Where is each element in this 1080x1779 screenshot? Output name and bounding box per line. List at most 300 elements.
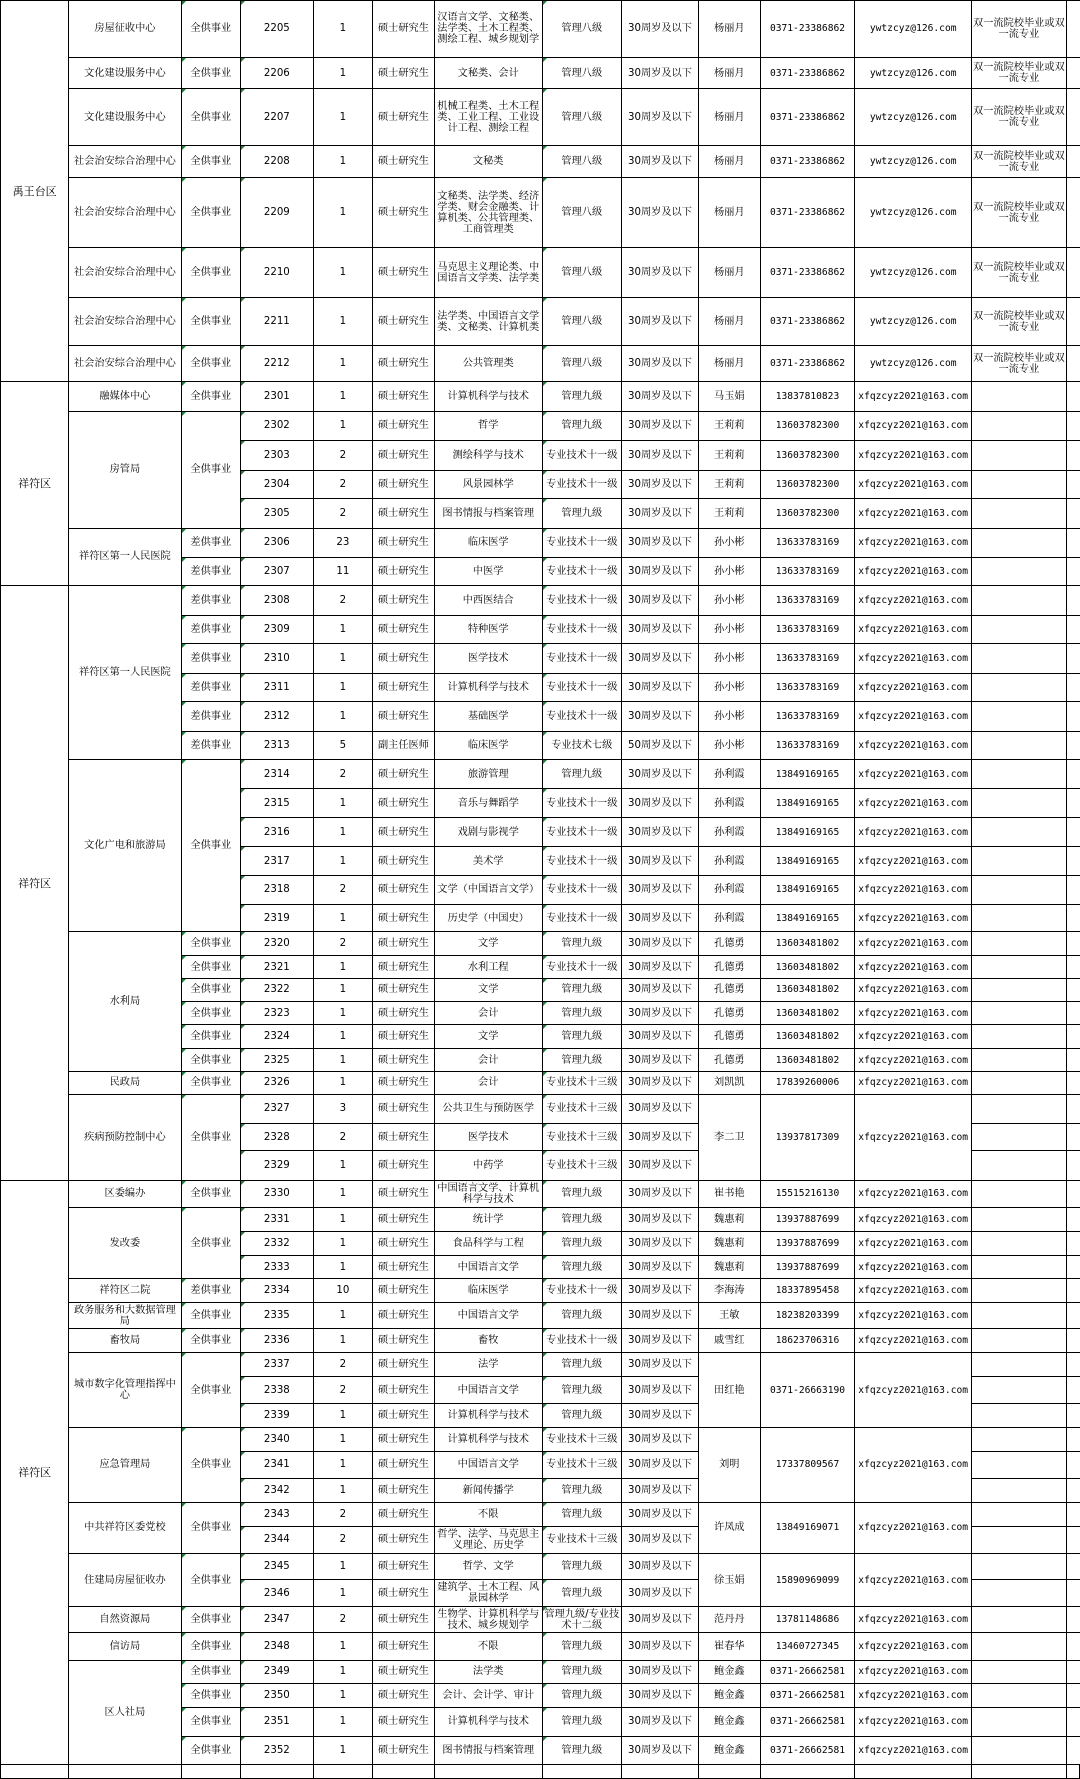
age-limit-cell: 30周岁及以下 <box>621 1353 698 1377</box>
email-cell: ywtzcyz@126.com <box>855 146 972 178</box>
funding-type-cell: 全供事业 <box>181 1001 240 1025</box>
position-code-cell: 2312 <box>241 702 314 732</box>
major-cell: 风景园林学 <box>434 470 542 498</box>
major-cell: 统计学 <box>434 1208 542 1232</box>
phone-cell: 0371-23386862 <box>760 146 855 178</box>
email-cell: xfqzcyz2021@163.com <box>855 411 972 441</box>
edge-cell <box>1066 177 1079 247</box>
email-cell: xfqzcyz2021@163.com <box>855 702 972 732</box>
funding-type-cell: 全供事业 <box>181 932 240 956</box>
position-level-cell: 管理九级 <box>542 1025 621 1049</box>
remark-cell <box>972 673 1067 701</box>
age-limit-cell: 30周岁及以下 <box>621 1684 698 1708</box>
unit-cell: 区人社局 <box>69 1660 181 1764</box>
unit-cell: 疾病预防控制中心 <box>69 1094 181 1180</box>
headcount-cell: 1 <box>313 1255 372 1279</box>
major-cell: 法学 <box>434 1353 542 1377</box>
major-cell: 哲学、法学、马克思主义理论、历史学 <box>434 1526 542 1553</box>
remark-cell <box>972 1553 1067 1579</box>
email-cell: xfqzcyz2021@163.com <box>855 905 972 932</box>
phone-cell: 0371-23386862 <box>760 177 855 247</box>
funding-type-cell: 全供事业 <box>181 1329 240 1353</box>
unit-cell: 社会治安综合治理中心 <box>69 345 181 381</box>
edge-cell <box>1066 1633 1079 1660</box>
position-level-cell: 管理九级 <box>542 1660 621 1684</box>
email-cell: xfqzcyz2021@163.com <box>855 759 972 789</box>
headcount-cell: 1 <box>313 1329 372 1353</box>
phone-cell: 13937817309 <box>760 1094 855 1180</box>
position-code-cell: 2212 <box>241 345 314 381</box>
table-row <box>1 1180 1080 1207</box>
position-level-cell: 管理九级 <box>542 1049 621 1072</box>
education-cell: 硕士研究生 <box>373 411 435 441</box>
phone-cell: 17839260006 <box>760 1071 855 1094</box>
edge-cell <box>1066 1607 1079 1633</box>
funding-type-cell: 全供事业 <box>181 978 240 1001</box>
unit-cell: 社会治安综合治理中心 <box>69 298 181 346</box>
table-row <box>1 1071 1080 1094</box>
headcount-cell: 1 <box>313 411 372 441</box>
position-level-cell: 管理八级 <box>542 89 621 146</box>
edge-cell <box>1066 1071 1079 1094</box>
unit-cell: 社会治安综合治理中心 <box>69 177 181 247</box>
remark-cell <box>972 1607 1067 1633</box>
headcount-cell: 1 <box>313 1451 372 1478</box>
headcount-cell: 1 <box>313 298 372 346</box>
age-limit-cell: 30周岁及以下 <box>621 1094 698 1124</box>
position-level-cell: 专业技术十一级 <box>542 789 621 817</box>
phone-cell: 13603782300 <box>760 441 855 471</box>
position-level-cell: 专业技术十一级 <box>542 470 621 498</box>
position-code-cell: 2322 <box>241 978 314 1001</box>
remark-cell <box>972 1353 1067 1377</box>
education-cell: 硕士研究生 <box>373 1553 435 1579</box>
funding-type-cell: 差供事业 <box>181 702 240 732</box>
headcount-cell: 2 <box>313 1377 372 1404</box>
education-cell: 硕士研究生 <box>373 905 435 932</box>
age-limit-cell: 30周岁及以下 <box>621 1124 698 1151</box>
major-cell: 食品科学与工程 <box>434 1231 542 1255</box>
table-row <box>1 528 1080 558</box>
phone-cell: 0371-26662581 <box>760 1684 855 1708</box>
email-cell: xfqzcyz2021@163.com <box>855 673 972 701</box>
age-limit-cell: 30周岁及以下 <box>621 1377 698 1404</box>
remark-cell <box>972 441 1067 471</box>
education-cell: 硕士研究生 <box>373 146 435 178</box>
position-code-cell: 2205 <box>241 1 314 58</box>
remark-cell <box>972 1231 1067 1255</box>
remark-cell <box>972 1502 1067 1526</box>
edge-cell <box>1066 248 1079 298</box>
major-cell: 计算机科学与技术 <box>434 1708 542 1736</box>
edge-cell <box>1066 1049 1079 1072</box>
education-cell: 硕士研究生 <box>373 1526 435 1553</box>
major-cell: 机械工程类、土木工程类、工业工程、工业设计工程、测绘工程 <box>434 89 542 146</box>
contact-person-cell: 杨丽月 <box>698 57 760 89</box>
major-cell: 计算机科学与技术 <box>434 673 542 701</box>
position-code-cell: 2303 <box>241 441 314 471</box>
empty-cell <box>698 1764 760 1778</box>
remark-cell <box>972 1071 1067 1094</box>
education-cell: 硕士研究生 <box>373 1633 435 1660</box>
email-cell: xfqzcyz2021@163.com <box>855 875 972 905</box>
contact-person-cell: 孙小彬 <box>698 558 760 586</box>
funding-type-cell: 全供事业 <box>181 298 240 346</box>
funding-type-cell: 全供事业 <box>181 1 240 58</box>
contact-person-cell: 杨丽月 <box>698 177 760 247</box>
edge-cell <box>1066 1451 1079 1478</box>
email-cell: xfqzcyz2021@163.com <box>855 1660 972 1684</box>
remark-cell <box>972 1180 1067 1207</box>
education-cell: 硕士研究生 <box>373 1255 435 1279</box>
position-code-cell: 2352 <box>241 1736 314 1764</box>
table-row <box>1 1 1080 58</box>
phone-cell: 0371-23386862 <box>760 89 855 146</box>
headcount-cell: 2 <box>313 1607 372 1633</box>
age-limit-cell: 30周岁及以下 <box>621 1479 698 1503</box>
education-cell: 硕士研究生 <box>373 644 435 674</box>
major-cell: 图书情报与档案管理 <box>434 1736 542 1764</box>
empty-cell <box>313 1764 372 1778</box>
position-code-cell: 2339 <box>241 1404 314 1428</box>
major-cell: 中药学 <box>434 1151 542 1181</box>
position-code-cell: 2206 <box>241 57 314 89</box>
contact-person-cell: 崔春华 <box>698 1633 760 1660</box>
position-level-cell: 专业技术七级 <box>542 731 621 759</box>
funding-type-cell: 全供事业 <box>181 248 240 298</box>
position-code-cell: 2304 <box>241 470 314 498</box>
phone-cell: 13849169165 <box>760 789 855 817</box>
remark-cell <box>972 499 1067 529</box>
education-cell: 硕士研究生 <box>373 499 435 529</box>
funding-type-cell: 全供事业 <box>181 146 240 178</box>
major-cell: 中西医结合 <box>434 586 542 616</box>
age-limit-cell: 30周岁及以下 <box>621 248 698 298</box>
position-level-cell: 管理八级 <box>542 345 621 381</box>
position-level-cell: 专业技术十三级 <box>542 1451 621 1478</box>
email-cell: xfqzcyz2021@163.com <box>855 932 972 956</box>
position-level-cell: 专业技术十一级 <box>542 817 621 847</box>
contact-person-cell: 田红艳 <box>698 1353 760 1428</box>
unit-cell: 住建局房屋征收办 <box>69 1553 181 1606</box>
contact-person-cell: 范丹丹 <box>698 1607 760 1633</box>
district-cell: 禹王台区 <box>1 1 69 382</box>
position-code-cell: 2309 <box>241 615 314 643</box>
age-limit-cell: 30周岁及以下 <box>621 1607 698 1633</box>
table-row <box>1 298 1080 346</box>
education-cell: 副主任医师 <box>373 731 435 759</box>
phone-cell: 15890969099 <box>760 1553 855 1606</box>
position-level-cell: 专业技术十一级 <box>542 847 621 875</box>
funding-type-cell: 全供事业 <box>181 57 240 89</box>
major-cell: 公共管理类 <box>434 345 542 381</box>
education-cell: 硕士研究生 <box>373 1279 435 1303</box>
table-row <box>1 411 1080 441</box>
remark-cell <box>972 1124 1067 1151</box>
funding-type-cell: 全供事业 <box>181 1428 240 1503</box>
education-cell: 硕士研究生 <box>373 702 435 732</box>
age-limit-cell: 30周岁及以下 <box>621 847 698 875</box>
position-code-cell: 2314 <box>241 759 314 789</box>
empty-cell <box>855 1764 972 1778</box>
phone-cell: 13603481802 <box>760 1001 855 1025</box>
position-level-cell: 专业技术十一级 <box>542 441 621 471</box>
remark-cell <box>972 932 1067 956</box>
education-cell: 硕士研究生 <box>373 345 435 381</box>
empty-cell <box>181 1764 240 1778</box>
education-cell: 硕士研究生 <box>373 1607 435 1633</box>
funding-type-cell: 差供事业 <box>181 731 240 759</box>
major-cell: 文秘类 <box>434 146 542 178</box>
position-code-cell: 2327 <box>241 1094 314 1124</box>
contact-person-cell: 孙小彬 <box>698 644 760 674</box>
major-cell: 计算机科学与技术 <box>434 382 542 412</box>
major-cell: 生物学、计算机科学与技术、城乡规划学 <box>434 1607 542 1633</box>
headcount-cell: 2 <box>313 875 372 905</box>
contact-person-cell: 孙利霞 <box>698 905 760 932</box>
funding-type-cell: 差供事业 <box>181 644 240 674</box>
age-limit-cell: 30周岁及以下 <box>621 89 698 146</box>
email-cell: xfqzcyz2021@163.com <box>855 1502 972 1553</box>
headcount-cell: 1 <box>313 1071 372 1094</box>
remark-cell <box>972 528 1067 558</box>
email-cell: xfqzcyz2021@163.com <box>855 1180 972 1207</box>
phone-cell: 17337809567 <box>760 1428 855 1503</box>
education-cell: 硕士研究生 <box>373 1071 435 1094</box>
empty-cell <box>241 1764 314 1778</box>
headcount-cell: 3 <box>313 1094 372 1124</box>
phone-cell: 13603481802 <box>760 1025 855 1049</box>
major-cell: 中医学 <box>434 558 542 586</box>
remark-cell <box>972 1329 1067 1353</box>
position-code-cell: 2307 <box>241 558 314 586</box>
remark-cell <box>972 615 1067 643</box>
edge-cell <box>1066 298 1079 346</box>
major-cell: 汉语言文学、文秘类、法学类、土木工程类、测绘工程、城乡规划学 <box>434 1 542 58</box>
position-level-cell: 管理九级 <box>542 1708 621 1736</box>
headcount-cell: 2 <box>313 586 372 616</box>
headcount-cell: 1 <box>313 847 372 875</box>
major-cell: 畜牧 <box>434 1329 542 1353</box>
phone-cell: 13633783169 <box>760 558 855 586</box>
phone-cell: 13460727345 <box>760 1633 855 1660</box>
education-cell: 硕士研究生 <box>373 1049 435 1072</box>
funding-type-cell: 全供事业 <box>181 1353 240 1428</box>
phone-cell: 13603782300 <box>760 499 855 529</box>
phone-cell: 13633783169 <box>760 731 855 759</box>
major-cell: 公共卫生与预防医学 <box>434 1094 542 1124</box>
remark-cell <box>972 956 1067 979</box>
email-cell: xfqzcyz2021@163.com <box>855 558 972 586</box>
position-code-cell: 2321 <box>241 956 314 979</box>
position-code-cell: 2349 <box>241 1660 314 1684</box>
phone-cell: 13937887699 <box>760 1231 855 1255</box>
remark-cell <box>972 1736 1067 1764</box>
remark-cell <box>972 731 1067 759</box>
remark-cell <box>972 702 1067 732</box>
unit-cell: 祥符区第一人民医院 <box>69 528 181 586</box>
position-code-cell: 2330 <box>241 1180 314 1207</box>
email-cell: xfqzcyz2021@163.com <box>855 1607 972 1633</box>
education-cell: 硕士研究生 <box>373 1001 435 1025</box>
remark-cell: 双一流院校毕业或双一流专业 <box>972 345 1067 381</box>
headcount-cell: 1 <box>313 1180 372 1207</box>
position-level-cell: 专业技术十三级 <box>542 1428 621 1452</box>
unit-cell: 自然资源局 <box>69 1607 181 1633</box>
major-cell: 中国语言文学 <box>434 1255 542 1279</box>
remark-cell: 双一流院校毕业或双一流专业 <box>972 248 1067 298</box>
education-cell: 硕士研究生 <box>373 1151 435 1181</box>
phone-cell: 0371-23386862 <box>760 248 855 298</box>
education-cell: 硕士研究生 <box>373 1451 435 1478</box>
funding-type-cell: 差供事业 <box>181 558 240 586</box>
remark-cell <box>972 1451 1067 1478</box>
edge-cell <box>1066 57 1079 89</box>
education-cell: 硕士研究生 <box>373 441 435 471</box>
major-cell: 不限 <box>434 1633 542 1660</box>
headcount-cell: 1 <box>313 1231 372 1255</box>
email-cell: xfqzcyz2021@163.com <box>855 615 972 643</box>
edge-cell <box>1066 1208 1079 1232</box>
position-code-cell: 2344 <box>241 1526 314 1553</box>
edge-cell <box>1066 1377 1079 1404</box>
position-level-cell: 专业技术十一级 <box>542 644 621 674</box>
contact-person-cell: 魏惠莉 <box>698 1255 760 1279</box>
table-row <box>1 1660 1080 1684</box>
edge-cell <box>1066 1001 1079 1025</box>
age-limit-cell: 30周岁及以下 <box>621 1404 698 1428</box>
contact-person-cell: 杨丽月 <box>698 248 760 298</box>
funding-type-cell: 全供事业 <box>181 1553 240 1606</box>
headcount-cell: 1 <box>313 1553 372 1579</box>
remark-cell <box>972 1049 1067 1072</box>
position-code-cell: 2342 <box>241 1479 314 1503</box>
position-level-cell: 管理九级 <box>542 1377 621 1404</box>
unit-cell: 文化建设服务中心 <box>69 57 181 89</box>
contact-person-cell: 王莉莉 <box>698 470 760 498</box>
position-level-cell: 管理九级 <box>542 1353 621 1377</box>
position-code-cell: 2305 <box>241 499 314 529</box>
headcount-cell: 1 <box>313 1151 372 1181</box>
email-cell: xfqzcyz2021@163.com <box>855 1553 972 1606</box>
email-cell: xfqzcyz2021@163.com <box>855 1049 972 1072</box>
education-cell: 硕士研究生 <box>373 1180 435 1207</box>
position-code-cell: 2323 <box>241 1001 314 1025</box>
funding-type-cell: 全供事业 <box>181 177 240 247</box>
headcount-cell: 1 <box>313 177 372 247</box>
age-limit-cell: 30周岁及以下 <box>621 644 698 674</box>
education-cell: 硕士研究生 <box>373 1353 435 1377</box>
position-code-cell: 2316 <box>241 817 314 847</box>
edge-cell <box>1066 731 1079 759</box>
edge-cell <box>1066 558 1079 586</box>
table-row <box>1 1353 1080 1377</box>
edge-cell <box>1066 932 1079 956</box>
education-cell: 硕士研究生 <box>373 1684 435 1708</box>
table-row <box>1 1553 1080 1579</box>
education-cell: 硕士研究生 <box>373 1329 435 1353</box>
email-cell: xfqzcyz2021@163.com <box>855 1094 972 1180</box>
education-cell: 硕士研究生 <box>373 298 435 346</box>
remark-cell <box>972 789 1067 817</box>
position-level-cell: 专业技术十一级 <box>542 673 621 701</box>
phone-cell: 13937887699 <box>760 1255 855 1279</box>
age-limit-cell: 30周岁及以下 <box>621 1049 698 1072</box>
contact-person-cell: 王莉莉 <box>698 499 760 529</box>
funding-type-cell: 全供事业 <box>181 1502 240 1553</box>
major-cell: 会计 <box>434 1071 542 1094</box>
remark-cell: 双一流院校毕业或双一流专业 <box>972 57 1067 89</box>
headcount-cell: 1 <box>313 817 372 847</box>
age-limit-cell: 30周岁及以下 <box>621 759 698 789</box>
major-cell: 法学类 <box>434 1660 542 1684</box>
contact-person-cell: 徐玉娟 <box>698 1553 760 1606</box>
unit-cell: 政务服务和大数据管理局 <box>69 1303 181 1329</box>
age-limit-cell: 30周岁及以下 <box>621 1329 698 1353</box>
major-cell: 测绘科学与技术 <box>434 441 542 471</box>
unit-cell: 应急管理局 <box>69 1428 181 1503</box>
position-level-cell: 管理九级 <box>542 759 621 789</box>
education-cell: 硕士研究生 <box>373 817 435 847</box>
funding-type-cell: 全供事业 <box>181 1208 240 1279</box>
major-cell: 会计、会计学、审计 <box>434 1684 542 1708</box>
age-limit-cell: 30周岁及以下 <box>621 1231 698 1255</box>
age-limit-cell: 30周岁及以下 <box>621 441 698 471</box>
contact-person-cell: 孙小彬 <box>698 731 760 759</box>
position-level-cell: 管理九级 <box>542 1255 621 1279</box>
phone-cell: 13849169165 <box>760 905 855 932</box>
headcount-cell: 1 <box>313 702 372 732</box>
major-cell: 文学 <box>434 1025 542 1049</box>
headcount-cell: 11 <box>313 558 372 586</box>
position-code-cell: 2329 <box>241 1151 314 1181</box>
position-code-cell: 2315 <box>241 789 314 817</box>
unit-cell: 社会治安综合治理中心 <box>69 146 181 178</box>
education-cell: 硕士研究生 <box>373 1094 435 1124</box>
phone-cell: 0371-26662581 <box>760 1708 855 1736</box>
edge-cell <box>1066 1303 1079 1329</box>
edge-cell <box>1066 499 1079 529</box>
phone-cell: 13633783169 <box>760 702 855 732</box>
remark-cell: 双一流院校毕业或双一流专业 <box>972 1 1067 58</box>
contact-person-cell: 李海涛 <box>698 1279 760 1303</box>
education-cell: 硕士研究生 <box>373 789 435 817</box>
age-limit-cell: 30周岁及以下 <box>621 905 698 932</box>
edge-cell <box>1066 978 1079 1001</box>
headcount-cell: 1 <box>313 248 372 298</box>
position-code-cell: 2319 <box>241 905 314 932</box>
headcount-cell: 2 <box>313 759 372 789</box>
contact-person-cell: 王莉莉 <box>698 441 760 471</box>
unit-cell: 畜牧局 <box>69 1329 181 1353</box>
education-cell: 硕士研究生 <box>373 1428 435 1452</box>
empty-cell <box>1 1764 69 1778</box>
position-level-cell: 管理九级 <box>542 499 621 529</box>
edge-cell <box>1066 615 1079 643</box>
position-code-cell: 2211 <box>241 298 314 346</box>
phone-cell: 13603782300 <box>760 411 855 441</box>
edge-cell <box>1066 1255 1079 1279</box>
headcount-cell: 23 <box>313 528 372 558</box>
contact-person-cell: 杨丽月 <box>698 89 760 146</box>
position-level-cell: 专业技术十一级 <box>542 905 621 932</box>
age-limit-cell: 30周岁及以下 <box>621 298 698 346</box>
headcount-cell: 2 <box>313 441 372 471</box>
position-code-cell: 2301 <box>241 382 314 412</box>
age-limit-cell: 30周岁及以下 <box>621 470 698 498</box>
age-limit-cell: 30周岁及以下 <box>621 875 698 905</box>
table-row <box>1 1208 1080 1232</box>
